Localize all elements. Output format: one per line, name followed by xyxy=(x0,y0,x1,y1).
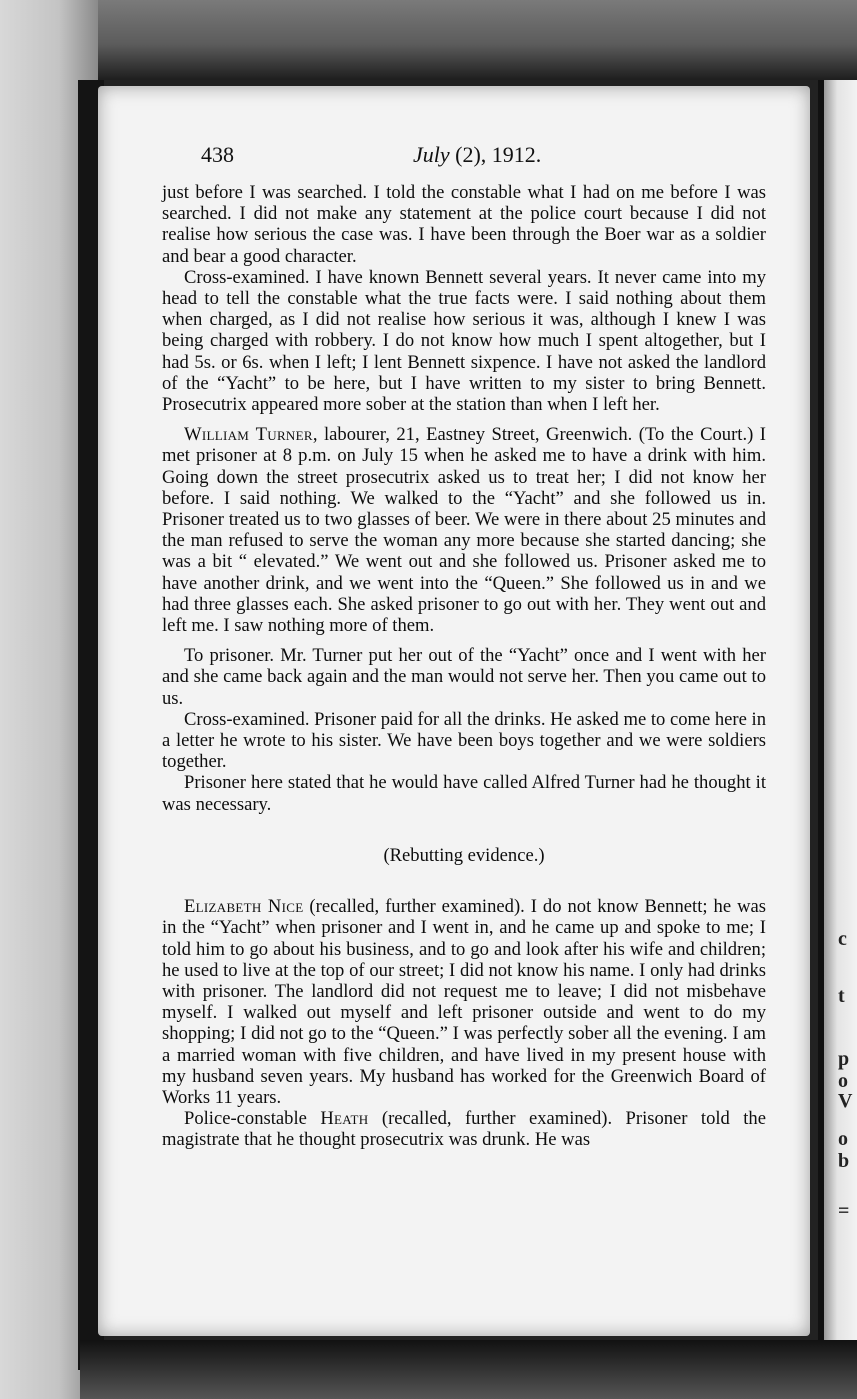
witness-prefix: Police-constable xyxy=(184,1108,321,1130)
running-head-month: July xyxy=(413,142,450,167)
witness-testimony: , labourer, 21, Eastney Street, Greenwich. (To the Court.) I met prisoner at 8 p.m. on July 15 when he asked me to have a drink with him. Going down the street prosecutrix asked us to treat her; I did not know her before. I said nothing. We walked to the “Yacht” and she followed us in. Prisoner treated us to two glasses of beer. We were in there about 25 minutes and the man refused to serve the woman any more because she started dancing; she was a bit “ elevated.” We went out and she followed us. Prisoner asked me to have another drink, and we went into the “Queen.” She followed us in and we had three glasses each. She asked prisoner to go out with her. They went out and left me. I saw nothing more of them. xyxy=(162,424,766,637)
book-page xyxy=(98,86,810,1336)
facing-page-fragment: c xyxy=(838,928,847,950)
section-heading: (Rebutting evidence.) xyxy=(383,844,545,866)
witness-paragraph xyxy=(162,896,766,1108)
paragraph: Prisoner here stated that he would have called Alfred Turner had he thought it was necessary. xyxy=(162,772,766,815)
witness-name: Heath xyxy=(320,1108,369,1130)
witness-name: William Turner xyxy=(184,424,313,446)
facing-page-edge xyxy=(818,80,857,1360)
facing-page-fragment: t xyxy=(838,985,845,1007)
paragraph: just before I was searched. I told the constable what I had on me before I was searched. I did not make any statement at the police court because I did not realise how serious the case was. I have been through the Boer war as a soldier and bear a good character. xyxy=(162,182,766,267)
facing-page-fragment: V xyxy=(838,1090,853,1112)
witness-testimony: (recalled, further examined). I do not know Bennett; he was in the “Yacht” when prisoner and I went in, and he came up and spoke to me; I told him to go about his business, and to go and look after his wife and children; he used to live at the top of our street; I did not know his name. I only had drinks with prisoner. The landlord did not request me to leave; I did not misbehave myself. I walked out myself and left prisoner outside and went to do my shopping; I did not go to the “Queen.” I was perfectly sober all the evening. I am a married woman with five children, and have lived in my present house with my husband seven years. My husband has worked for the Greenwich Board of Works 11 years. xyxy=(162,896,766,1108)
bottom-book-edge xyxy=(80,1340,857,1399)
witness-paragraph xyxy=(162,1108,766,1150)
witness-name: Elizabeth Nice xyxy=(184,896,304,918)
witness-testimony: (recalled, further examined). Prisoner told the magistrate that he thought prosecutrix was drunk. He was xyxy=(162,1108,766,1151)
page-body xyxy=(162,182,766,1151)
top-book-edge xyxy=(0,0,857,80)
facing-page-fragment: = xyxy=(838,1200,850,1222)
running-head-session: (2), 1912. xyxy=(455,142,542,167)
facing-page-fragment: o xyxy=(838,1128,848,1150)
page-number: 438 xyxy=(201,142,234,167)
paragraph: Cross-examined. I have known Bennett several years. It never came into my head to tell the constable what the true facts were. I said nothing about them when charged, as I did not realise how serious it was, although I knew I was being charged with robbery. I do not know how much I spent altogether, but I had 5s. or 6s. when I left; I lent Bennett sixpence. I have not asked the landlord of the “Yacht” to be here, but I have written to my sister to bring Bennett. Prosecutrix appeared more sober at the station than when I left her. xyxy=(162,266,766,416)
running-head xyxy=(413,142,541,168)
witness-paragraph xyxy=(162,424,766,636)
paragraph: Cross-examined. Prisoner paid for all the drinks. He asked me to come here in a letter he wrote to his sister. We have been boys together and we were soldiers together. xyxy=(162,708,766,773)
paragraph: To prisoner. Mr. Turner put her out of the “Yacht” once and I went with her and she came back again and the man would not serve her. Then you came out to us. xyxy=(162,645,766,709)
facing-page-fragment: b xyxy=(838,1150,850,1172)
facing-page-fragment: p xyxy=(838,1048,850,1070)
facing-page-fragment: o xyxy=(838,1070,848,1092)
